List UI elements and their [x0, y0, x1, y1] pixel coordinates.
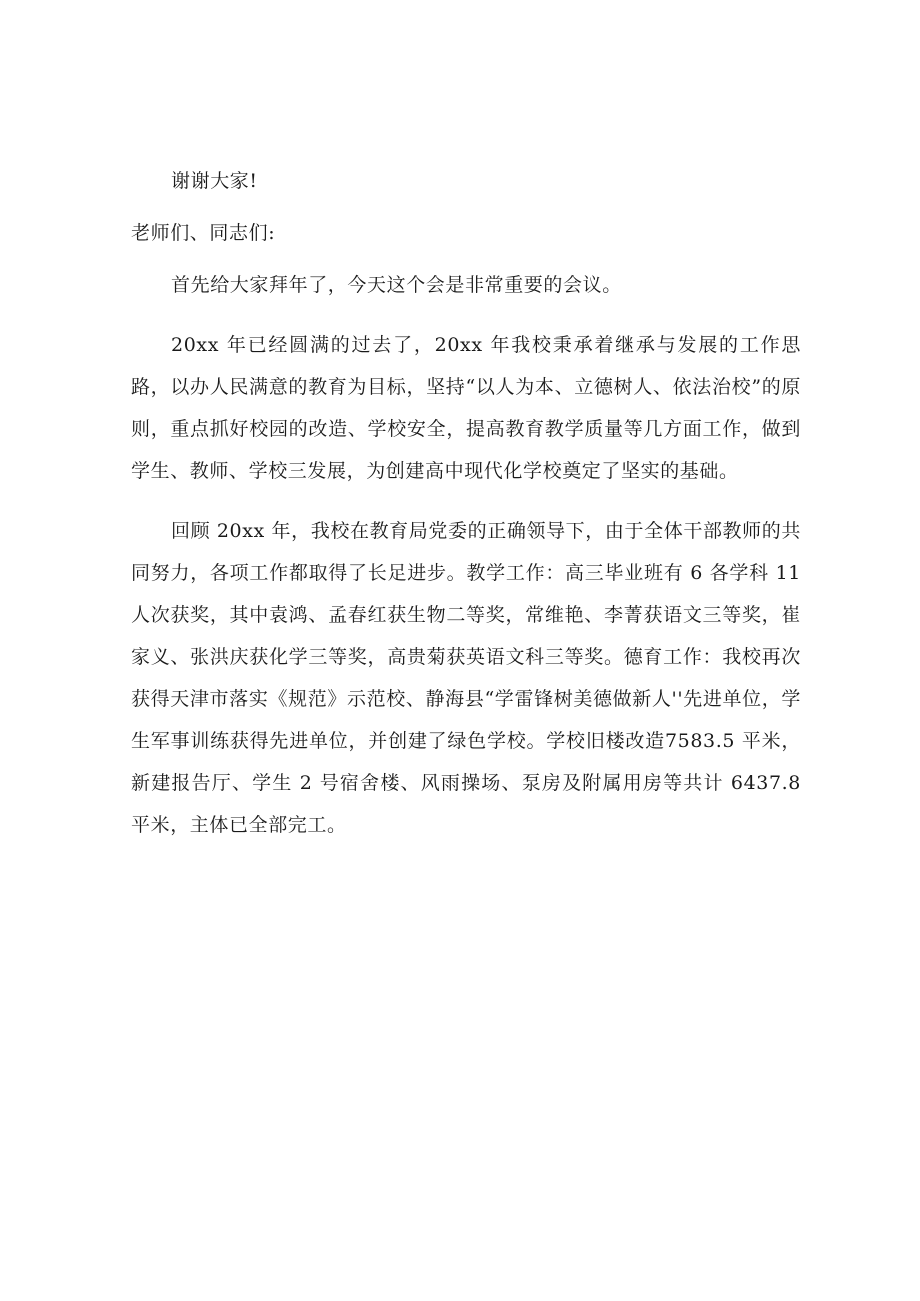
opening-paragraph: 首先给大家拜年了，今天这个会是非常重要的会议。: [171, 274, 622, 296]
salutation: 老师们、同志们:: [131, 222, 276, 244]
review-paragraph: 回顾 20xx 年，我校在教育局党委的正确领导下，由于全体干部教师的共同努力，各项工作都取得了长足进步。教学工作：高三毕业班有 6 各学科 11 人次获奖，其中袁鸿、孟春红获生物二等奖，常维艳、李菁获语文三等奖，崔家义、张洪庆获化学三等奖，高贵菊获英语文科三等奖。德育工作：我校再次获得天津市落实《规范》示范校、静海县“学雷锋树美德做新人''先进单位，学生军事训练获得先进单位，并创建了绿色学校。学校旧楼改造7583.5 平米，新建报告厅、学生 2 号宿舍楼、风雨操场、泵房及附属用房等共计 6437.8 平米，主体已全部完工。: [131, 520, 801, 836]
document-body: [131, 160, 801, 846]
closing-thanks: 谢谢大家!: [171, 170, 258, 192]
summary-paragraph: 20xx 年已经圆满的过去了，20xx 年我校秉承着继承与发展的工作思路，以办人民满意的教育为目标，坚持“以人为本、立德树人、依法治校”的原则，重点抓好校园的改造、学校安全，提高教育教学质量等几方面工作，做到学生、教师、学校三发展，为创建高中现代化学校奠定了坚实的基础。: [131, 334, 801, 482]
